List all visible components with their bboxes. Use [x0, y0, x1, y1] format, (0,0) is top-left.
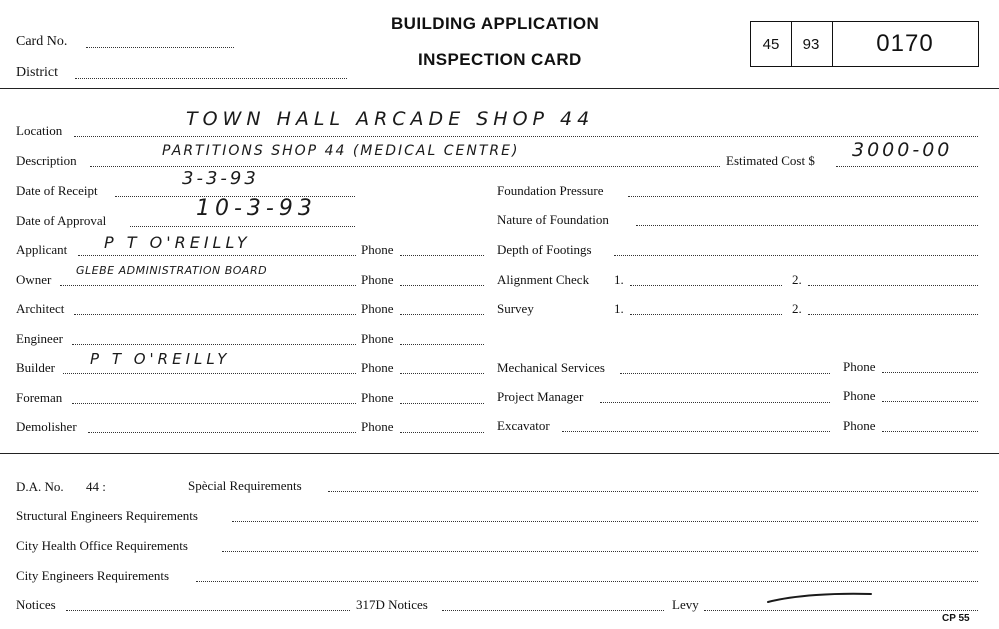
- demolisher-phone-field[interactable]: [400, 432, 484, 433]
- demolisher-label: Demolisher: [16, 419, 77, 434]
- project-manager-phone-field[interactable]: [882, 401, 978, 402]
- description-label: Description: [16, 153, 77, 168]
- da-no-value: 44 :: [86, 479, 106, 494]
- mechanical-services-phone-field[interactable]: [882, 372, 978, 373]
- structural-requirements-field[interactable]: [232, 521, 978, 522]
- nature-foundation-label: Nature of Foundation: [497, 212, 609, 227]
- foreman-phone-label: Phone: [361, 390, 394, 405]
- project-manager-phone-label: Phone: [843, 388, 876, 403]
- builder-value: P T O'REILLY: [90, 350, 231, 368]
- owner-label: Owner: [16, 272, 52, 287]
- mechanical-services-label: Mechanical Services: [497, 360, 605, 375]
- depth-footings-field[interactable]: [614, 255, 978, 256]
- builder-label: Builder: [16, 360, 55, 375]
- builder-phone-label: Phone: [361, 360, 394, 375]
- architect-field[interactable]: [74, 314, 356, 315]
- applicant-label: Applicant: [16, 242, 68, 257]
- owner-phone-label: Phone: [361, 272, 394, 287]
- alignment-check-num-1: 1.: [614, 272, 624, 287]
- project-manager-field[interactable]: [600, 402, 830, 403]
- location-field[interactable]: [74, 136, 978, 137]
- foreman-label: Foreman: [16, 390, 63, 405]
- survey-num-2: 2.: [792, 301, 802, 316]
- section-divider: [0, 453, 999, 454]
- engineers-requirements-label: City Engineers Requirements: [16, 568, 170, 583]
- owner-phone-field[interactable]: [400, 285, 484, 286]
- header-divider: [0, 88, 999, 89]
- estimated-cost-label: Estimated Cost $: [726, 153, 815, 168]
- mechanical-services-phone-label: Phone: [843, 359, 876, 374]
- owner-field[interactable]: [60, 285, 356, 286]
- architect-phone-label: Phone: [361, 301, 394, 316]
- ref-box-3: 0170: [832, 21, 979, 67]
- alignment-check-field-2[interactable]: [808, 285, 978, 286]
- notices-317d-field[interactable]: [442, 610, 664, 611]
- applicant-phone-label: Phone: [361, 242, 394, 257]
- foundation-pressure-label: Foundation Pressure: [497, 183, 604, 198]
- foreman-field[interactable]: [72, 403, 356, 404]
- demolisher-phone-label: Phone: [361, 419, 394, 434]
- date-receipt-value: 3-3-93: [182, 168, 259, 189]
- excavator-field[interactable]: [562, 431, 830, 432]
- estimated-cost-value: 3000-00: [852, 139, 953, 161]
- applicant-field[interactable]: [78, 255, 356, 256]
- architect-label: Architect: [16, 301, 65, 316]
- health-requirements-field[interactable]: [222, 551, 978, 552]
- estimated-cost-field[interactable]: [836, 166, 978, 167]
- mechanical-services-field[interactable]: [620, 373, 830, 374]
- levy-field[interactable]: [704, 610, 978, 611]
- district-label: District: [16, 65, 58, 80]
- location-value: TOWN HALL ARCADE SHOP 44: [186, 108, 595, 130]
- survey-num-1: 1.: [614, 301, 624, 316]
- builder-field[interactable]: [63, 373, 356, 374]
- date-receipt-label: Date of Receipt: [16, 183, 98, 198]
- nature-foundation-field[interactable]: [636, 225, 978, 226]
- card-no-label: Card No.: [16, 34, 68, 49]
- levy-dash-mark: [765, 590, 875, 606]
- date-approval-field[interactable]: [130, 226, 355, 227]
- alignment-check-label: Alignment Check: [497, 272, 590, 287]
- structural-requirements-label: Structural Engineers Requirements: [16, 508, 198, 523]
- engineers-requirements-field[interactable]: [196, 581, 978, 582]
- engineer-phone-label: Phone: [361, 331, 394, 346]
- notices-317d-label: 317D Notices: [356, 597, 428, 612]
- engineer-field[interactable]: [72, 344, 356, 345]
- depth-footings-label: Depth of Footings: [497, 242, 592, 257]
- engineer-label: Engineer: [16, 331, 63, 346]
- health-requirements-label: City Health Office Requirements: [16, 538, 188, 553]
- alignment-check-num-2: 2.: [792, 272, 802, 287]
- alignment-check-field-1[interactable]: [630, 285, 782, 286]
- da-no-label: D.A. No.: [16, 479, 64, 494]
- levy-label: Levy: [672, 597, 699, 612]
- title-line-1: BUILDING APPLICATION: [391, 14, 600, 33]
- survey-label: Survey: [497, 301, 534, 316]
- foreman-phone-field[interactable]: [400, 403, 484, 404]
- description-value: PARTITIONS SHOP 44 (MEDICAL CENTRE): [162, 143, 520, 159]
- excavator-phone-field[interactable]: [882, 431, 978, 432]
- form-code: CP 55: [942, 613, 970, 624]
- title-line-2: INSPECTION CARD: [418, 50, 582, 69]
- survey-field-2[interactable]: [808, 314, 978, 315]
- ref-box-1: 45: [750, 21, 792, 67]
- demolisher-field[interactable]: [88, 432, 356, 433]
- special-requirements-field[interactable]: [328, 491, 978, 492]
- date-approval-value: 10-3-93: [196, 196, 317, 221]
- foundation-pressure-field[interactable]: [628, 196, 978, 197]
- location-label: Location: [16, 123, 63, 138]
- owner-value: GLEBE ADMINISTRATION BOARD: [76, 264, 268, 277]
- applicant-phone-field[interactable]: [400, 255, 484, 256]
- applicant-value: P T O'REILLY: [104, 233, 251, 252]
- engineer-phone-field[interactable]: [400, 344, 484, 345]
- description-field[interactable]: [90, 166, 720, 167]
- ref-box-2: 93: [790, 21, 833, 67]
- special-requirements-label: Spècial Requirements: [188, 478, 302, 493]
- excavator-label: Excavator: [497, 418, 550, 433]
- notices-field[interactable]: [66, 610, 350, 611]
- notices-label: Notices: [16, 597, 56, 612]
- card-no-field[interactable]: [86, 47, 234, 48]
- architect-phone-field[interactable]: [400, 314, 484, 315]
- date-approval-label: Date of Approval: [16, 213, 107, 228]
- excavator-phone-label: Phone: [843, 418, 876, 433]
- builder-phone-field[interactable]: [400, 373, 484, 374]
- project-manager-label: Project Manager: [497, 389, 584, 404]
- survey-field-1[interactable]: [630, 314, 782, 315]
- district-field[interactable]: [75, 78, 347, 79]
